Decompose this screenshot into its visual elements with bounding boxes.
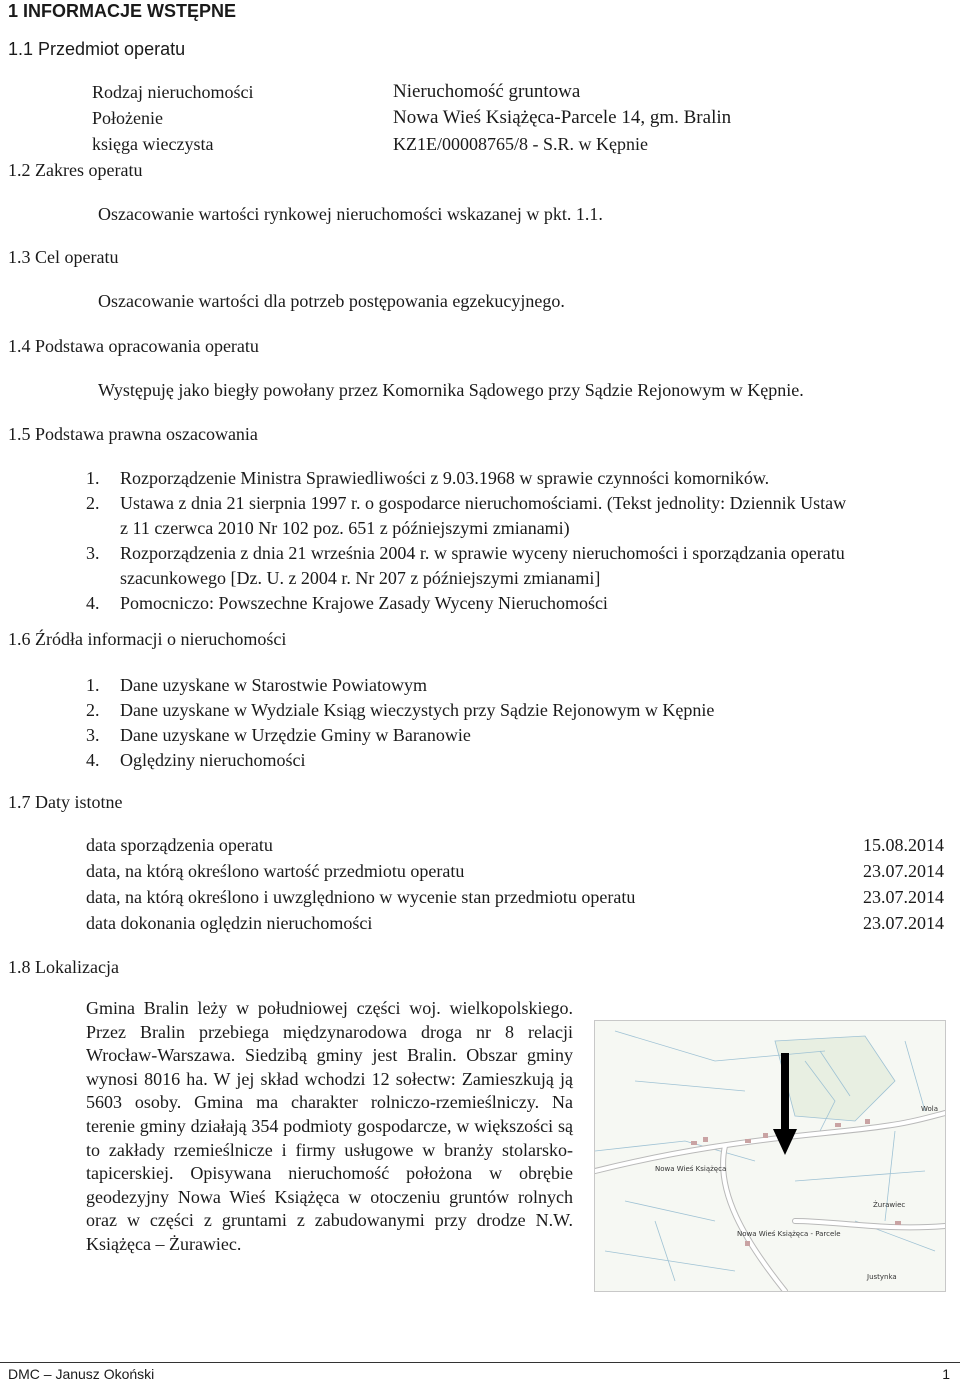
location-label: Położenie xyxy=(92,108,163,128)
section-1-4-title: 1.4 Podstawa opracowania operatu xyxy=(8,336,259,356)
map-label: Nowa Wieś Książęca - Parcele xyxy=(737,1230,841,1238)
map-image xyxy=(595,1021,945,1291)
section-1-3-text: Oszacowanie wartości dla potrzeb postępowania egzekucyjnego. xyxy=(98,291,565,311)
list-item: 2. Ustawa z dnia 21 sierpnia 1997 r. o gospodarce nieruchomościami. (Tekst jednolity: Dziennik Ustaw z 11 czerwca 2010 Nr 102 poz. 651 z późniejszymi zmianami) xyxy=(86,493,847,538)
map-label: Nowa Wieś Książęca xyxy=(655,1165,727,1173)
list-item: 1. Rozporządzenie Ministra Sprawiedliwości z 9.03.1968 w sprawie czynności komorników. xyxy=(86,468,770,488)
location-map xyxy=(594,1020,946,1292)
land-register-value: KZ1E/00008765/8 - S.R. w Kępnie xyxy=(393,134,648,154)
section-1-8-title: 1.8 Lokalizacja xyxy=(8,957,119,977)
table-row: data sporządzenia operatu 15.08.2014 xyxy=(86,834,944,855)
section-1-5-title: 1.5 Podstawa prawna oszacowania xyxy=(8,424,258,444)
section-1-4-text: Występuję jako biegły powołany przez Komornika Sądowego przy Sądzie Rejonowym w Kępnie. xyxy=(98,380,804,400)
list-item: 2. Dane uzyskane w Wydziale Ksiąg wieczystych przy Sądzie Rejonowym w Kępnie xyxy=(86,700,715,720)
property-type-label: Rodzaj nieruchomości xyxy=(92,82,254,102)
list-item: 3. Rozporządzenia z dnia 21 września 2004 r. w sprawie wyceny nieruchomości i sporządzania operatu szacunkowego [Dz. U. z 2004 r. Nr 207 z późniejszymi zmianami] xyxy=(86,543,845,588)
section-1-7-title: 1.7 Daty istotne xyxy=(8,792,123,812)
legal-basis-list xyxy=(86,466,956,616)
section-1-2-text: Oszacowanie wartości rynkowej nieruchomości wskazanej w pkt. 1.1. xyxy=(98,204,603,224)
page-number: 1 xyxy=(942,1366,950,1382)
list-item: 3. Dane uzyskane w Urzędzie Gminy w Baranowie xyxy=(86,725,471,745)
list-item: 1. Dane uzyskane w Starostwie Powiatowym xyxy=(86,675,427,695)
footer-author: DMC – Janusz Okoński xyxy=(8,1366,155,1382)
location-value: Nowa Wieś Książęca-Parcele 14, gm. Bralin xyxy=(393,107,732,128)
section-1-1-title: 1.1 Przedmiot operatu xyxy=(8,39,186,59)
list-item: 4. Oględziny nieruchomości xyxy=(86,750,306,770)
table-row: data, na którą określono wartość przedmiotu operatu 23.07.2014 xyxy=(86,860,944,881)
section-1-2-title: 1.2 Zakres operatu xyxy=(8,160,143,180)
list-item: 4. Pomocniczo: Powszechne Krajowe Zasady Wyceny Nieruchomości xyxy=(86,593,608,613)
page-heading: 1 INFORMACJE WSTĘPNE xyxy=(8,1,237,21)
map-label: Justynka xyxy=(867,1273,897,1281)
property-type-value: Nieruchomość gruntowa xyxy=(393,81,581,102)
section-1-6-title: 1.6 Źródła informacji o nieruchomości xyxy=(8,629,287,649)
map-label: Wola xyxy=(921,1105,939,1113)
table-row: data dokonania oględzin nieruchomości 23.07.2014 xyxy=(86,912,944,933)
location-description: Gmina Bralin leży w południowej części woj. wielkopolskiego. Przez Bralin przebiega międzynarodowa droga nr 8 relacji Wrocław-Warszawa. Siedzibą gminy jest Bralin. Obszar gminy wynosi 8016 ha. W jej skład wchodzi 12 sołectw: Zamieszkują ją 5603 osoby. Gmina ma charakter rolniczo-rzemieślniczy. Na terenie gminy działają 354 podmioty gospodarcze, w większości są to zakłady rzemieślnicze i firmy usługowe w branży stolarsko-tapicerskiej. Opisywana nieruchomość położona w obrębie geodezyjny Nowa Wieś Książęca w otoczeniu gruntów rolnych oraz w części z gruntami z zabudowanymi przy drodze N.W. Książęca – Żurawiec. xyxy=(86,998,573,1254)
section-1-3-title: 1.3 Cel operatu xyxy=(8,247,119,267)
land-register-label: księga wieczysta xyxy=(92,134,214,154)
map-label: Żurawiec xyxy=(873,1201,906,1209)
dates-table xyxy=(86,832,944,936)
table-row: data, na którą określono i uwzględniono w wycenie stan przedmiotu operatu 23.07.2014 xyxy=(86,886,944,907)
sources-list xyxy=(86,673,956,773)
footer-divider xyxy=(0,1362,960,1363)
